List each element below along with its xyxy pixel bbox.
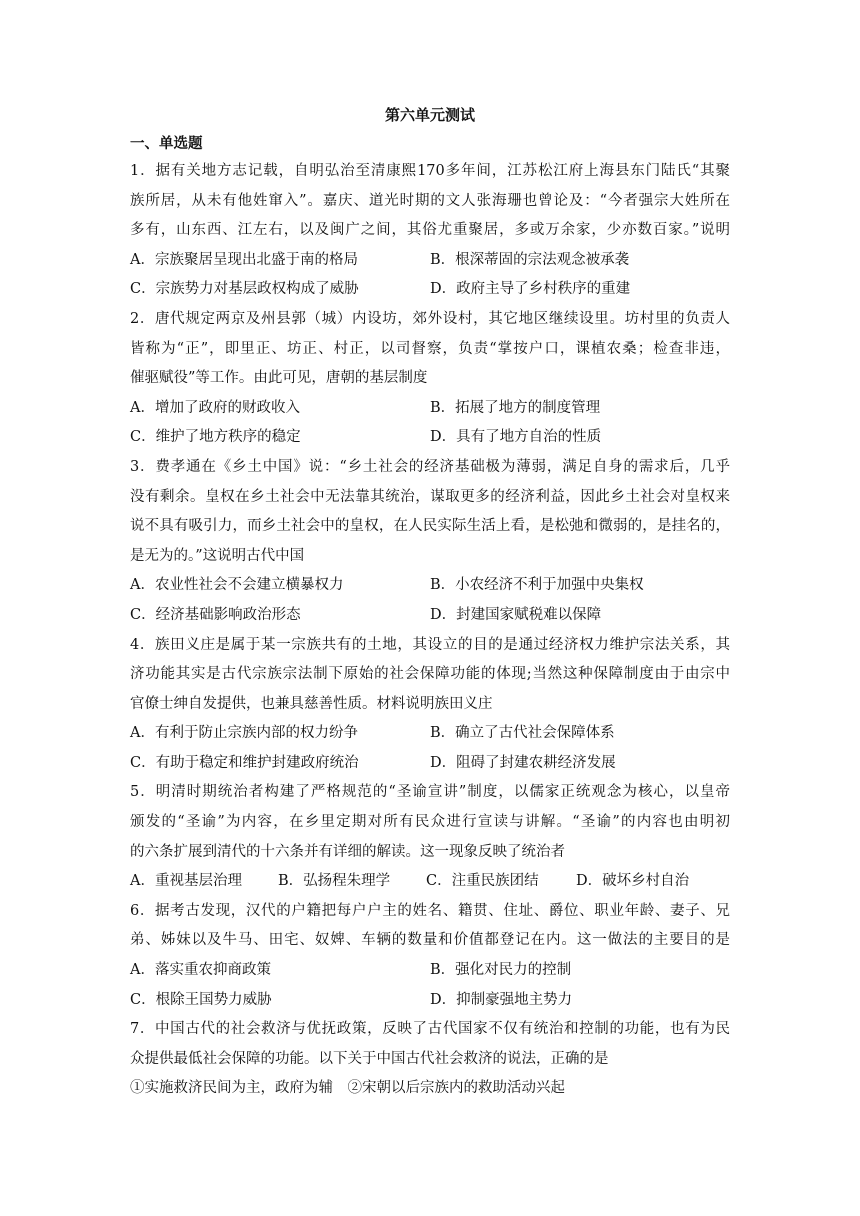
option-d[interactable]: D．阻碍了封建农耕经济发展 <box>430 754 616 771</box>
option-row <box>130 423 730 453</box>
option-row <box>130 394 730 424</box>
option-row <box>130 601 730 631</box>
option-c[interactable]: C．经济基础影响政治形态 <box>130 606 301 623</box>
document-title: 第六单元测试 <box>384 106 475 124</box>
option-b[interactable]: B．拓展了地方的制度管理 <box>430 399 601 416</box>
question-1 <box>130 157 730 305</box>
option-d[interactable]: D．破坏乡村自治 <box>576 873 690 890</box>
option-a[interactable]: A．落实重农抑商政策 <box>130 962 271 979</box>
option-a[interactable]: A．重视基层治理 <box>130 873 242 890</box>
option-row <box>130 956 730 986</box>
question-list <box>130 157 730 1104</box>
question-2 <box>130 305 730 453</box>
question-stem-line: 3．费孝通在《乡土中国》说：“乡土社会的经济基础极为薄弱，满足自身的需求后，几乎 <box>130 458 730 475</box>
option-d[interactable]: D．政府主导了乡村秩序的重建 <box>430 281 631 298</box>
option-d[interactable]: D．封建国家赋税难以保障 <box>430 606 602 623</box>
question-stem-line: 族所居，从未有他姓窜入”。嘉庆、道光时期的文人张海珊也曾论及：“今者强宗大姓所在 <box>130 192 730 209</box>
option-row <box>130 867 730 897</box>
question-stem-line: 众提供最低社会保障的功能。以下关于中国古代社会救济的说法，正确的是 <box>130 1050 609 1067</box>
option-c[interactable]: C．宗族势力对基层政权构成了威胁 <box>130 281 359 298</box>
option-c[interactable]: C．注重民族团结 <box>426 873 539 890</box>
question-stem-line: 4．族田义庄是属于某一宗族共有的土地，其设立的目的是通过经济权力维护宗法关系，其 <box>130 636 730 653</box>
option-a[interactable]: A．有利于防止宗族内部的权力纷争 <box>130 725 358 742</box>
option-b[interactable]: B．弘扬程朱理学 <box>278 873 391 890</box>
section-heading: 一、单选题 <box>130 135 203 152</box>
question-stem-line: 的六条扩展到清代的十六条并有详细的解读。这一现象反映了统治者 <box>130 843 565 860</box>
option-row <box>130 275 730 305</box>
option-row <box>130 986 730 1016</box>
option-c[interactable]: C．根除王国势力威胁 <box>130 991 272 1008</box>
option-row <box>130 719 730 749</box>
question-stem-line: 1．据有关地方志记载，自明弘治至清康熙170多年间，江苏松江府上海县东门陆氏“其聚 <box>130 163 730 179</box>
question-stem-line: 官僚士绅自发提供，也兼具慈善性质。材料说明族田义庄 <box>130 695 493 712</box>
question-stem-line: 5．明清时期统治者构建了严格规范的“圣谕宣讲”制度，以儒家正统观念为核心，以皇帝 <box>130 784 730 801</box>
question-stem-line: 多有，山东西、江左右，以及闽广之间，其俗尤重聚居，多或万余家，少亦数百家。”说明 <box>130 222 730 239</box>
question-6 <box>130 897 730 1015</box>
question-stem-line: 7．中国古代的社会救济与优抚政策，反映了古代国家不仅有统治和控制的功能，也有为民 <box>130 1021 730 1038</box>
question-stem-line: 催驱赋役”等工作。由此可见，唐朝的基层制度 <box>130 370 428 387</box>
question-stem-line: 没有剩余。皇权在乡土社会中无法靠其统治，谋取更多的经济利益，因此乡土社会对皇权来 <box>130 488 730 505</box>
option-d[interactable]: D．抑制豪强地主势力 <box>430 991 573 1008</box>
question-4 <box>130 631 730 779</box>
option-d[interactable]: D．具有了地方自治的性质 <box>430 429 602 446</box>
question-7 <box>130 1015 730 1104</box>
option-row <box>130 571 730 601</box>
option-b[interactable]: B．根深蒂固的宗法观念被承袭 <box>430 251 630 268</box>
question-stem-line: 6．据考古发现，汉代的户籍把每户户主的姓名、籍贯、住址、爵位、职业年龄、妻子、兄 <box>130 902 730 919</box>
option-row <box>130 749 730 779</box>
statement-items: ①实施救济民间为主，政府为辅 ②宋朝以后宗族内的救助活动兴起 <box>130 1080 565 1097</box>
option-b[interactable]: B．小农经济不利于加强中央集权 <box>430 577 644 594</box>
option-b[interactable]: B．确立了古代社会保障体系 <box>430 725 615 742</box>
question-stem-line: 颁发的“圣谕”为内容，在乡里定期对所有民众进行宣读与讲解。“圣谕”的内容也由明初 <box>130 814 730 831</box>
option-b[interactable]: B．强化对民力的控制 <box>430 962 572 979</box>
question-3 <box>130 453 730 631</box>
option-c[interactable]: C．维护了地方秩序的稳定 <box>130 429 301 446</box>
option-a[interactable]: A．农业性社会不会建立横暴权力 <box>130 577 344 594</box>
question-5 <box>130 778 730 896</box>
question-stem-line: 2．唐代规定两京及州县郭（城）内设坊，郊外设村，其它地区继续设里。坊村里的负责人 <box>130 310 730 327</box>
option-c[interactable]: C．有助于稳定和维护封建政府统治 <box>130 754 359 771</box>
question-stem-line: 济功能其实是古代宗族宗法制下原始的社会保障功能的体现;当然这种保障制度由于由宗中 <box>130 666 730 683</box>
question-stem-line: 是无为的。”这说明古代中国 <box>130 547 305 564</box>
question-stem-line: 皆称为“正”，即里正、坊正、村正，以司督察，负责“掌按户口，课植农桑；检查非违， <box>130 340 730 357</box>
question-stem-line: 说不具有吸引力，而乡土社会中的皇权，在人民实际生活上看，是松弛和微弱的，是挂名的， <box>130 518 730 535</box>
option-row <box>130 246 730 276</box>
option-a[interactable]: A．宗族聚居呈现出北盛于南的格局 <box>130 251 358 268</box>
option-a[interactable]: A．增加了政府的财政收入 <box>130 399 300 416</box>
question-stem-line: 弟、姊妹以及牛马、田宅、奴婢、车辆的数量和价值都登记在内。这一做法的主要目的是 <box>130 932 730 949</box>
